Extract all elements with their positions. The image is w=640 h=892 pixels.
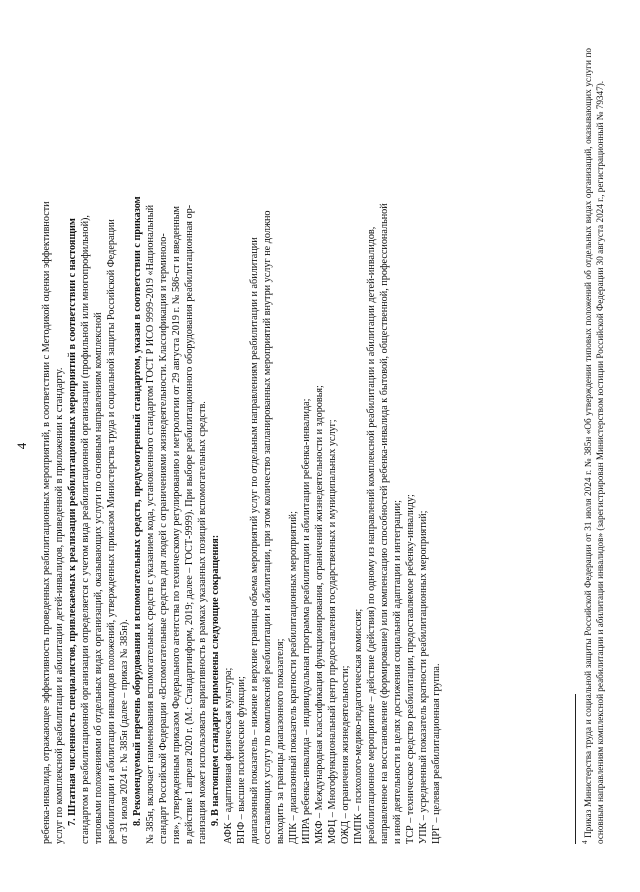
text-line: реабилитации и абилитации инвалидов положений, утвержденных приказом Министерства труда и социальной защиты Российской Федерации — [106, 219, 117, 844]
text-line: ребенка-инвалида, отражающее эффективность проведенных реабилитационных мероприятий, в соответствии с Методикой оценки эффективности — [41, 201, 52, 844]
footnote-marker: 4 — [581, 840, 589, 844]
text-line: ВПФ – высшие психические функции; — [236, 676, 247, 844]
text-line: и иной деятельности в целях достижения социальной адаптации и интеграции; — [392, 500, 403, 844]
footnote — [580, 48, 606, 844]
text-line: реабилитационное мероприятие – действие (действия) по одному из направлений комплексной реабилитации и абилитации детей-инвалидов, — [366, 226, 377, 844]
text-line: МКФ – Международная классификация функционирования, ограничений жизнедеятельности и здоровья; — [314, 385, 325, 844]
text-line: 9. В настоящем стандарте применены следующие сокращения: — [210, 534, 221, 826]
text-line: диапазонный показатель – нижние и верхние границы объема мероприятий услуг по отдельным направлениям реабилитации и абилитации — [249, 237, 260, 844]
text-line: № 385н, включает наименования вспомогательных средств с указанием кода, установленного стандартом ГОСТ Р ИСО 9999-2019 «Национальный — [145, 204, 156, 844]
text-line: ТСР – техническое средство реабилитации, предоставляемое ребенку-инвалиду; — [405, 494, 416, 844]
text-line: ПМПК – психолого-медико-педагогическая комиссия; — [353, 608, 364, 844]
text-line: стандартом в реабилитационной организации определяется с учетом вида реабилитационной организации (профильной или многопрофильной), — [80, 215, 91, 844]
text-line: ганизация может использовать вариативность в рамках указанных позиций вспомогательных средств. — [197, 401, 208, 844]
text-line: АФК – адаптивная физическая культура; — [223, 667, 234, 844]
text-line: составляющих услугу по комплексной реабилитации и абилитации, при этом количество запланированных мероприятий внутри услуг не должно — [262, 210, 273, 844]
footnote-text: Приказ Министерства труда и социальной защиты Российской Федерации от 31 июля 2024 г. № 385н «Об утверждении типовых положений об отдельных видах организаций, оказывающих услуги по основным направлениям комплексной реабилитации и абилитации инвалидов» (зарегистрирован Министерством юстиции Российской Федерации 30 августа 2024 г., регистрационный № 79347). — [583, 48, 605, 844]
text-line: направленное на восстановление (формирование) или компенсацию способностей ребенка-инвалида к бытовой, общественной, профессиональной — [379, 203, 390, 844]
text-line: гия», утвержденным приказом Федерального агентства по техническому регулированию и метрологии от 29 августа 2019 г. № 586-ст и введенным — [171, 205, 182, 844]
text-line: УПК – усредненный показатель кратности реабилитационных мероприятий; — [418, 510, 429, 844]
text-line: ДПК – диапазонный показатель кратности реабилитационных мероприятий; — [288, 511, 299, 844]
text-line: стандарт Российской Федерации «Вспомогательные средства для людей с ограничениями жизнедеятельности. Классификация и терминоло- — [158, 233, 169, 844]
text-line: в действие 1 апреля 2020 г. (М.: Стандартинформ, 2019; далее – ГОСТ-9999). При выборе реабилитационного оборудования реабилитационная ор- — [184, 204, 195, 844]
page-number: 4 — [14, 442, 29, 450]
document-body — [40, 48, 443, 844]
text-line: ЦРГ – целевая реабилитационная группа. — [431, 663, 442, 844]
text-line: ИПРА ребенка-инвалида – индивидуальная программа реабилитации и абилитации ребенка-инвалида; — [301, 398, 312, 844]
text-line: ОЖД – ограничения жизнедеятельности; — [340, 665, 351, 844]
text-line: 8. Рекомендуемый перечень оборудования и вспомогательных средств, предусмотренный стандартом, указан в соответствии с приказом — [132, 196, 143, 826]
text-line: выходить за границы диапазонного показателя; — [275, 638, 286, 844]
text-line: услуг по комплексной реабилитации и абилитации детей-инвалидов, приведенной в приложении к стандарту. — [54, 367, 65, 844]
text-line: от 31 июля 2024 г. № 385н (далее – приказ № 385н). — [119, 619, 130, 844]
text-line: типовыми положениями об отдельных видах организаций, оказывающих услуги по основным направлениям комплексной — [93, 312, 104, 844]
text-line: МФЦ – Многофункциональный центр предоставления государственных и муниципальных услуг; — [327, 419, 338, 844]
footnote-divider — [575, 694, 576, 844]
text-line: 7. Штатная численность специалистов, привлекаемых к реализации реабилитационных мероприятий в соответствии с настоящим — [67, 218, 78, 826]
